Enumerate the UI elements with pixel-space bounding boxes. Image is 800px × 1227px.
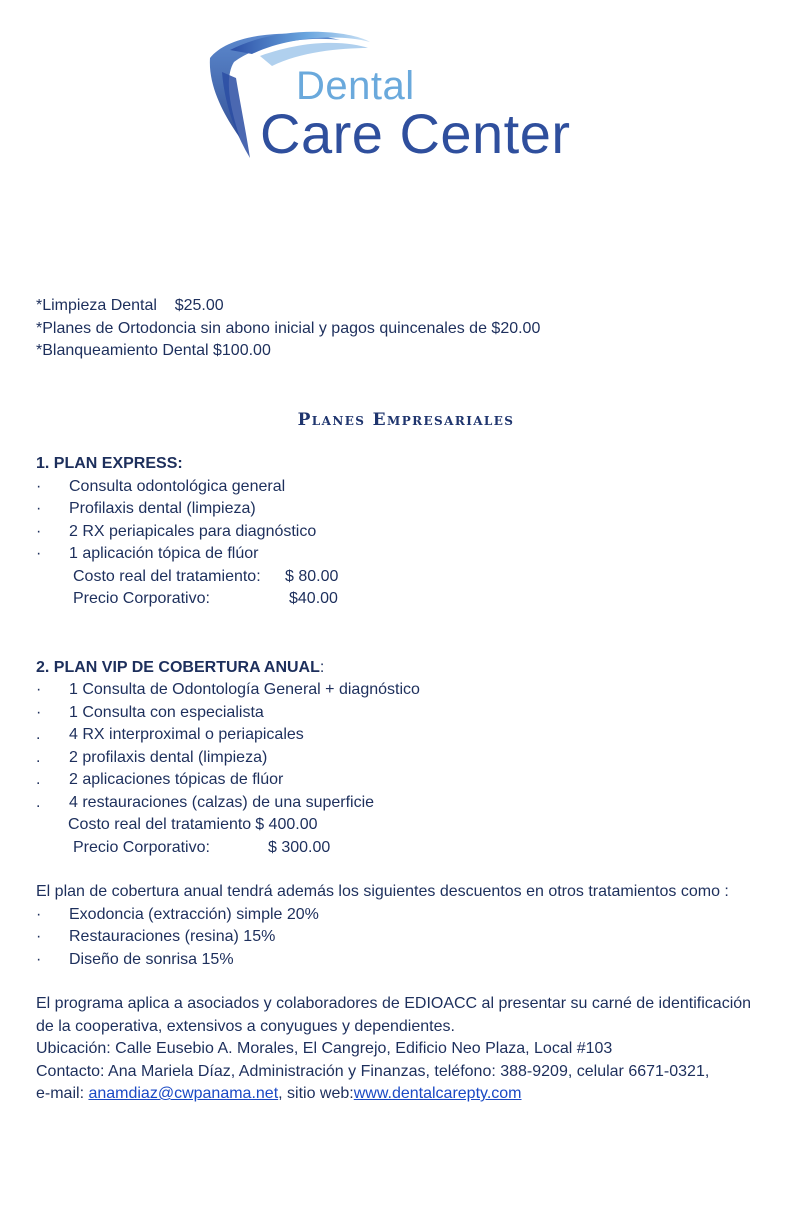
list-item xyxy=(36,498,776,521)
email-web-line xyxy=(36,1083,776,1106)
list-item-text: 4 RX interproximal o periapicales xyxy=(69,726,304,743)
corporate-price-value: $ 300.00 xyxy=(268,838,331,856)
list-item xyxy=(36,926,776,949)
list-item xyxy=(36,679,776,702)
corporate-price-row xyxy=(36,837,776,860)
real-cost-label: Costo real del tratamiento xyxy=(68,816,252,833)
plan-express xyxy=(36,453,776,611)
bullet: · xyxy=(36,703,42,721)
bullet: · xyxy=(36,500,42,517)
email-link[interactable]: anamdiaz@cwpanama.net xyxy=(88,1085,279,1102)
real-cost-value: $ 400.00 xyxy=(255,816,318,833)
bullet: · xyxy=(36,477,42,495)
real-cost-label: Costo real del tratamiento: xyxy=(73,567,261,585)
list-item xyxy=(36,769,776,792)
plan-title-suffix: : xyxy=(319,658,325,676)
program-line: de la cooperativa, extensivos a conyugues y dependientes. xyxy=(36,1017,455,1035)
plan-vip xyxy=(36,657,776,860)
bullet: · xyxy=(36,522,42,540)
program-line: El programa aplica a asociados y colaboradores de EDIOACC al presentar su carné de identificación xyxy=(36,995,752,1012)
list-item-text: 2 aplicaciones tópicas de flúor xyxy=(69,771,284,788)
bullet: · xyxy=(36,928,42,945)
list-item xyxy=(36,521,776,544)
website-link[interactable]: www.dentalcarepty.com xyxy=(353,1085,522,1102)
real-cost-value: $ 80.00 xyxy=(285,567,339,585)
list-item xyxy=(36,792,776,815)
real-cost-row xyxy=(36,566,776,589)
corporate-price-label: Precio Corporativo: xyxy=(73,590,210,607)
discounts xyxy=(36,881,776,971)
corporate-price-label: Precio Corporativo: xyxy=(73,838,210,856)
price-item: *Limpieza Dental $25.00 xyxy=(36,297,224,314)
bullet: · xyxy=(36,545,42,562)
list-item-text: 4 restauraciones (calzas) de una superficie xyxy=(69,793,375,811)
plan-title: 2. PLAN VIP DE COBERTURA ANUAL xyxy=(36,658,320,676)
price-list xyxy=(36,295,776,363)
web-prefix: , sitio web: xyxy=(278,1085,354,1102)
list-item-text: Consulta odontológica general xyxy=(69,477,286,495)
list-item-text: 2 profilaxis dental (limpieza) xyxy=(69,748,268,766)
logo-word-dental: Dental xyxy=(296,64,415,108)
list-item-text: Exodoncia (extracción) simple 20% xyxy=(69,905,319,923)
location-line: Ubicación: Calle Eusebio A. Morales, El Cangrejo, Edificio Neo Plaza, Local #103 xyxy=(36,1040,613,1057)
list-item xyxy=(36,904,776,927)
list-item xyxy=(36,724,776,747)
list-item xyxy=(36,702,776,725)
bullet: . xyxy=(36,726,41,743)
bullet: . xyxy=(36,748,41,766)
list-item-text: 1 Consulta con especialista xyxy=(69,703,264,721)
footer-info xyxy=(36,993,776,1106)
list-item-text: Diseño de sonrisa 15% xyxy=(69,950,234,968)
price-item: *Blanqueamiento Dental $100.00 xyxy=(36,342,271,359)
list-item-text: 1 aplicación tópica de flúor xyxy=(69,545,259,562)
corporate-price-row xyxy=(36,588,776,611)
contact-line: Contacto: Ana Mariela Díaz, Administración y Finanzas, teléfono: 388-9209, celular 6671-0321, xyxy=(36,1062,710,1080)
list-item xyxy=(36,949,776,972)
section-title: Planes Empresariales xyxy=(297,409,515,430)
list-item xyxy=(36,543,776,566)
logo-word-care-center: Care Center xyxy=(260,102,571,165)
bullet: · xyxy=(36,950,42,968)
bullet: · xyxy=(36,681,42,698)
list-item-text: Restauraciones (resina) 15% xyxy=(69,928,276,945)
bullet: . xyxy=(36,793,41,811)
list-item-text: 1 Consulta de Odontología General + diagnóstico xyxy=(69,681,420,698)
dental-care-center-logo xyxy=(200,28,640,168)
corporate-price-value: $40.00 xyxy=(289,590,338,607)
list-item-text: 2 RX periapicales para diagnóstico xyxy=(69,522,317,540)
discounts-intro: El plan de cobertura anual tendrá además los siguientes descuentos en otros tratamientos como : xyxy=(36,883,729,900)
plan-title-row xyxy=(36,657,776,680)
price-item: *Planes de Ortodoncia sin abono inicial y pagos quincenales de $20.00 xyxy=(36,319,541,337)
list-item xyxy=(36,747,776,770)
flyer-body xyxy=(36,295,776,1106)
bullet: · xyxy=(36,905,42,923)
list-item-text: Profilaxis dental (limpieza) xyxy=(69,500,256,517)
real-cost-row xyxy=(36,814,776,837)
bullet: . xyxy=(36,771,41,788)
list-item xyxy=(36,476,776,499)
email-prefix: e-mail: xyxy=(36,1085,89,1102)
plan-title: 1. PLAN EXPRESS: xyxy=(36,455,183,472)
